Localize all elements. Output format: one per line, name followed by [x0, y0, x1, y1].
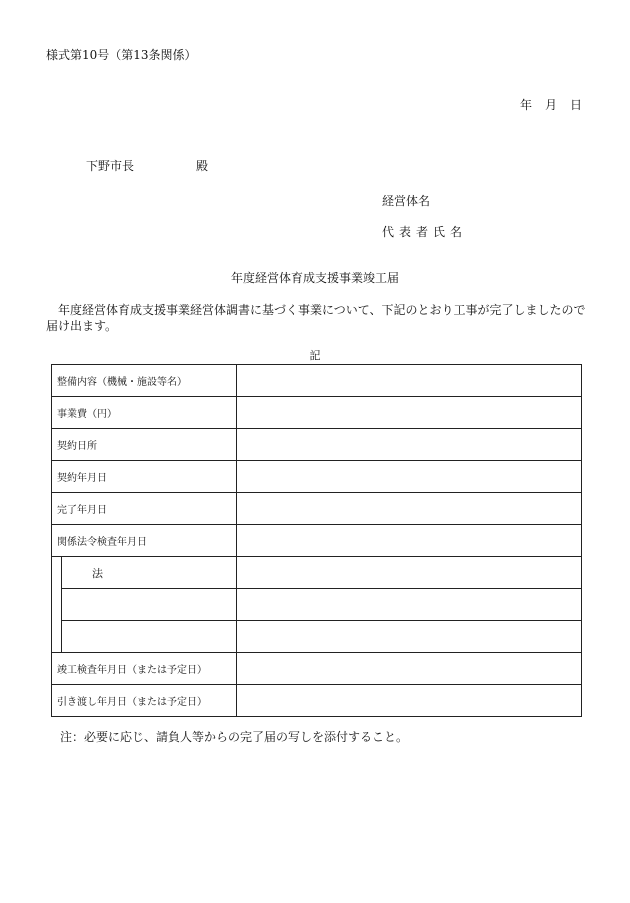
row-label: 契約年月日 — [52, 461, 237, 493]
body-text: 年度経営体育成支援事業経営体調書に基づく事業について、下記のとおり工事が完了しましたので届け出ます。 — [46, 303, 586, 333]
table-row — [52, 397, 582, 429]
date-month-label: 月 — [545, 98, 558, 112]
row-label: 竣工検査年月日（または予定日） — [52, 653, 237, 685]
table-row — [52, 461, 582, 493]
row-value-field[interactable] — [237, 365, 582, 397]
row-value-field[interactable] — [237, 685, 582, 717]
detail-table — [51, 364, 582, 717]
table-row-law — [52, 621, 582, 653]
row-value-field[interactable] — [237, 397, 582, 429]
law-name-field[interactable] — [62, 621, 237, 653]
table-row — [52, 525, 582, 557]
table-row — [52, 493, 582, 525]
table-row — [52, 429, 582, 461]
applicant-entity-label: 経営体名 — [382, 194, 431, 208]
row-label: 完了年月日 — [52, 493, 237, 525]
row-value-field[interactable] — [237, 493, 582, 525]
row-label: 事業費（円） — [52, 397, 237, 429]
footnote: 注：必要に応じ、請負人等からの完了届の写しを添付すること。 — [60, 730, 409, 744]
addressee-name: 下野市長 — [86, 159, 135, 173]
indent-cell — [52, 621, 62, 653]
table-row — [52, 653, 582, 685]
addressee-honorific: 殿 — [196, 159, 209, 173]
row-value-field[interactable] — [237, 653, 582, 685]
row-label: 引き渡し年月日（または予定日） — [52, 685, 237, 717]
row-value-field[interactable] — [237, 461, 582, 493]
table-row — [52, 685, 582, 717]
applicant-representative-label: 代表者氏名 — [382, 225, 468, 239]
law-date-field[interactable] — [237, 557, 582, 589]
date-day-label: 日 — [570, 98, 583, 112]
indent-cell — [52, 589, 62, 621]
table-row — [52, 365, 582, 397]
row-value-field[interactable] — [237, 525, 582, 557]
row-value-field[interactable] — [237, 429, 582, 461]
law-name-field[interactable]: 法 — [62, 557, 237, 589]
law-name-field[interactable] — [62, 589, 237, 621]
row-label: 整備内容（機械・施設等名） — [52, 365, 237, 397]
document-title: 年度経営体育成支援事業竣工届 — [230, 271, 399, 285]
indent-cell — [52, 557, 62, 589]
table-row-law — [52, 557, 582, 589]
law-date-field[interactable] — [237, 589, 582, 621]
row-label: 契約日所 — [52, 429, 237, 461]
row-label: 関係法令検査年月日 — [52, 525, 237, 557]
law-date-field[interactable] — [237, 621, 582, 653]
form-number: 様式第10号（第13条関係） — [46, 48, 197, 62]
ki-marker: 記 — [309, 349, 321, 362]
date-year-label: 年 — [520, 98, 533, 112]
table-row-law — [52, 589, 582, 621]
